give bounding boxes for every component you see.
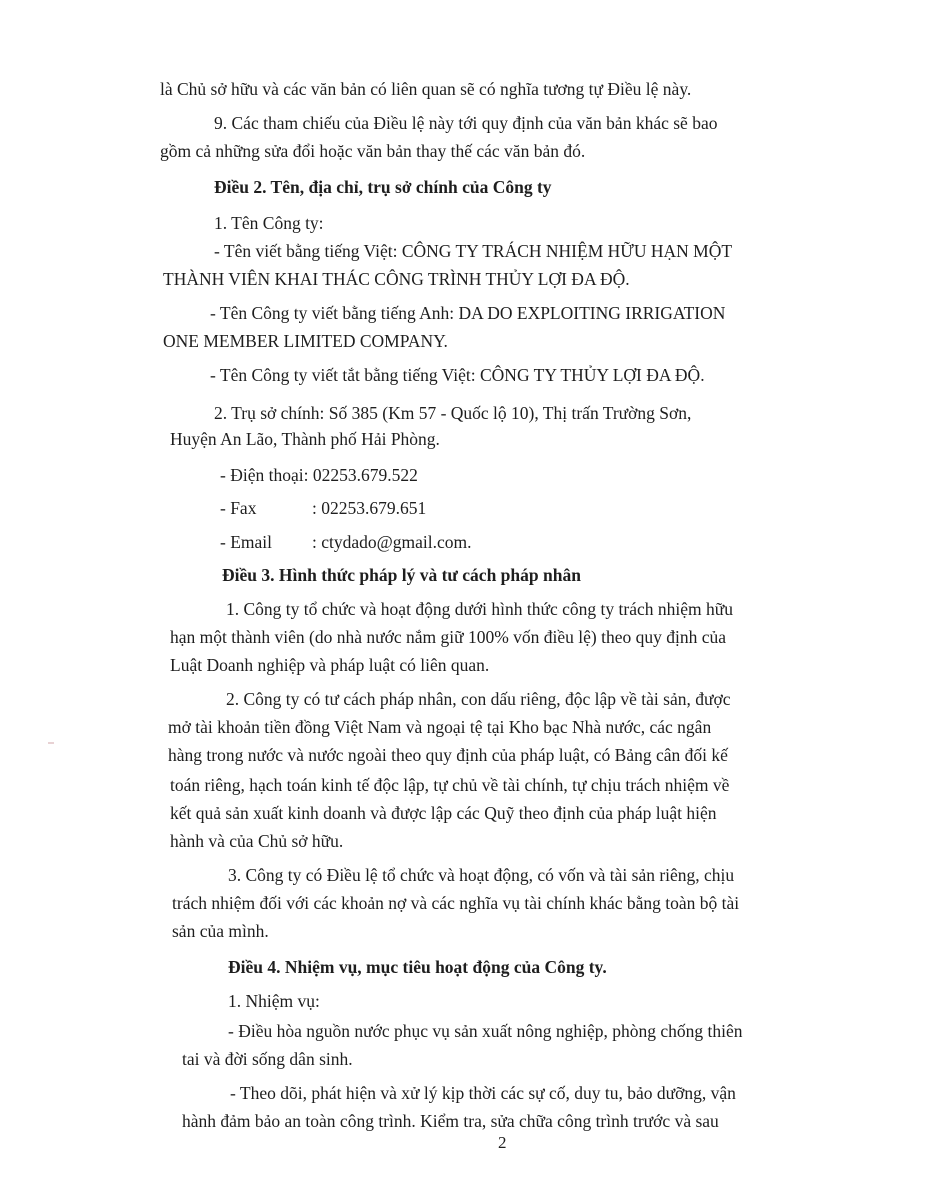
text-line: - Tên Công ty viết tắt bằng tiếng Việt: CÔNG TY THỦY LỢI ĐA ĐỘ.: [210, 365, 705, 385]
text-line: là Chủ sở hữu và các văn bản có liên quan sẽ có nghĩa tương tự Điều lệ này.: [160, 79, 692, 99]
text-line: 2. Trụ sở chính: Số 385 (Km 57 - Quốc lộ 10), Thị trấn Trường Sơn,: [214, 403, 692, 423]
text-line: mở tài khoản tiền đồng Việt Nam và ngoại tệ tại Kho bạc Nhà nước, các ngân: [168, 717, 712, 737]
scan-speck: [48, 742, 54, 744]
text-line: 2. Công ty có tư cách pháp nhân, con dấu riêng, độc lập về tài sản, được: [226, 689, 731, 709]
text-line: toán riêng, hạch toán kinh tế độc lập, tự chủ về tài chính, tự chịu trách nhiệm về: [170, 775, 730, 795]
email-label: - Email: [220, 532, 272, 552]
text-line: Luật Doanh nghiệp và pháp luật có liên quan.: [170, 655, 490, 675]
text-line: - Tên Công ty viết bằng tiếng Anh: DA DO EXPLOITING IRRIGATION: [210, 303, 726, 323]
text-line: hàng trong nước và nước ngoài theo quy định của pháp luật, có Bảng cân đối kế: [168, 745, 728, 765]
text-line: gồm cả những sửa đổi hoặc văn bản thay thế các văn bản đó.: [160, 141, 586, 161]
text-line: 1. Tên Công ty:: [214, 213, 324, 233]
text-line: 1. Nhiệm vụ:: [228, 991, 320, 1011]
text-line: 9. Các tham chiếu của Điều lệ này tới quy định của văn bản khác sẽ bao: [214, 113, 718, 133]
fax-value: : 02253.679.651: [312, 498, 427, 518]
text-line: - Tên viết bằng tiếng Việt: CÔNG TY TRÁCH NHIỆM HỮU HẠN MỘT: [214, 241, 733, 261]
text-line: - Điều hòa nguồn nước phục vụ sản xuất nông nghiệp, phòng chống thiên: [228, 1021, 743, 1041]
phone-line: - Điện thoại: 02253.679.522: [220, 465, 418, 485]
text-line: ONE MEMBER LIMITED COMPANY.: [163, 331, 448, 351]
article-2-heading: Điều 2. Tên, địa chỉ, trụ sở chính của Công ty: [214, 177, 552, 197]
text-line: Huyện An Lão, Thành phố Hải Phòng.: [170, 429, 440, 449]
article-3-heading: Điều 3. Hình thức pháp lý và tư cách pháp nhân: [222, 565, 581, 585]
text-line: kết quả sản xuất kinh doanh và được lập các Quỹ theo định của pháp luật hiện: [170, 803, 717, 823]
fax-line: [220, 497, 426, 519]
text-line: sản của mình.: [172, 921, 269, 941]
page-number: 2: [498, 1133, 507, 1152]
text-line: tai và đời sống dân sinh.: [182, 1049, 353, 1069]
text-line: - Theo dõi, phát hiện và xử lý kịp thời các sự cố, duy tu, bảo dưỡng, vận: [230, 1083, 736, 1103]
email-line: [220, 531, 471, 553]
text-line: 1. Công ty tổ chức và hoạt động dưới hình thức công ty trách nhiệm hữu: [226, 599, 733, 619]
article-4-heading: Điều 4. Nhiệm vụ, mục tiêu hoạt động của Công ty.: [228, 957, 607, 977]
fax-label: - Fax: [220, 498, 257, 518]
text-line: trách nhiệm đối với các khoản nợ và các nghĩa vụ tài chính khác bằng toàn bộ tài: [172, 893, 740, 913]
text-line: hành và của Chủ sở hữu.: [170, 831, 344, 851]
text-line: 3. Công ty có Điều lệ tổ chức và hoạt động, có vốn và tài sản riêng, chịu: [228, 865, 735, 885]
email-value: : ctydado@gmail.com.: [312, 532, 472, 552]
text-line: hạn một thành viên (do nhà nước nắm giữ 100% vốn điều lệ) theo quy định của: [170, 627, 727, 647]
text-line: THÀNH VIÊN KHAI THÁC CÔNG TRÌNH THỦY LỢI ĐA ĐỘ.: [163, 269, 630, 289]
text-line: hành đảm bảo an toàn công trình. Kiểm tra, sửa chữa công trình trước và sau: [182, 1111, 719, 1131]
